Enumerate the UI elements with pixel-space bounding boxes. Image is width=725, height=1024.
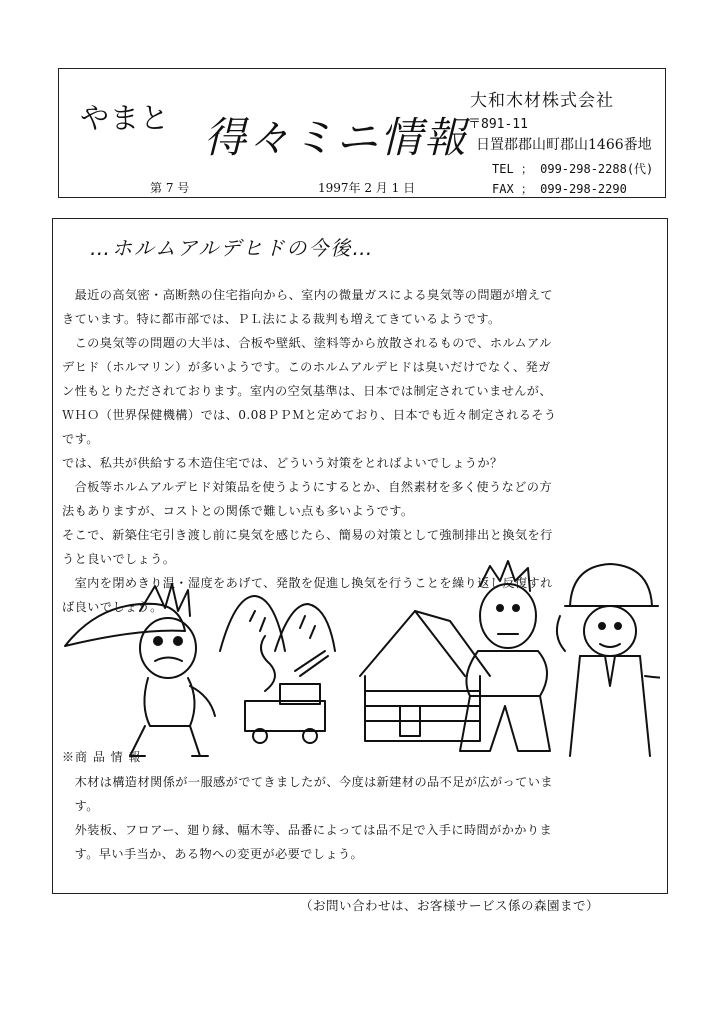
article-line: ＷＨＯ（世界保健機構）では、0.08ＰＰＭと定めており、日本でも近々制定されるそう (62, 408, 557, 422)
article-line: そこで、新築住宅引き渡し前に臭気を感じたら、簡易の対策として強制排出と換気を行 (62, 528, 553, 542)
article-line: 合板等ホルムアルデヒド対策品を使うようにするとか、自然素材を多く使うなどの方 (62, 480, 552, 494)
issue-date: 1997年 2 月 1 日 (318, 181, 416, 195)
worker-character-right (557, 564, 660, 756)
fax: FAX ； 099-298-2290 (492, 182, 627, 196)
issue-number: 第 7 号 (150, 181, 190, 195)
product-info-line: 外装板、フロアー、廻り縁、幅木等、品番によっては品不足で入手に時間がかかりま (62, 823, 553, 837)
newsletter-title: 得々ミニ情報 (204, 113, 469, 162)
article-line: ン性もとりただされております。室内の空気基準は、日本では制定されていませんが、 (62, 384, 552, 398)
log-house-drawing (360, 611, 490, 741)
article-line: ば良いでしょう。 (62, 600, 163, 614)
article-line: うと良いでしょう。 (62, 552, 176, 566)
article-title: …ホルムアルデヒドの今後… (90, 236, 375, 260)
article-line: 室内を閉めきり温・湿度をあげて、発散を促進し換気を行うことを繰り返し反復すれ (62, 576, 553, 590)
product-info-label: ※商 品 情 報 (62, 750, 142, 764)
product-info-line: 木材は構造材関係が一服感がでてきましたが、今度は新建材の品不足が広がっていま (62, 775, 553, 789)
brand-name: やまと (80, 101, 171, 135)
article-line: 法もありますが、コストとの関係で難しい点も多いようです。 (62, 504, 414, 518)
cartoon-illustration (60, 556, 660, 766)
company-name: 大和木材株式会社 (470, 91, 614, 111)
article-line: です。 (62, 432, 99, 446)
smoke-drawing (261, 636, 275, 691)
article-line: この臭気等の問題の大半は、合板や壁紙、塗料等から放散されるもので、ホルムアル (62, 336, 552, 350)
article-line: きています。特に都市部では、ＰＬ法による裁判も増えてきているようです。 (62, 312, 501, 326)
product-info-line: す。 (62, 799, 99, 813)
article-line: では、私共が供給する木造住宅では、どういう対策をとればよいでしょうか？ (62, 456, 503, 470)
truck-drawing (245, 651, 328, 743)
article-line: デヒド（ホルマリン）が多いようです。このホルムアルデヒドは臭いだけでなく、発ガ (62, 360, 551, 374)
contact-note: （お問い合わせは、お客様サービス係の森園まで） (300, 898, 600, 913)
product-info-line: す。早い手当か、ある物への変更が必要でしょう。 (62, 847, 364, 861)
article-line: 最近の高気密・高断熱の住宅指向から、室内の微量ガスによる臭気等の問題が増えて (62, 288, 553, 302)
worker-character-left (65, 584, 215, 756)
address: 日置郡郡山町郡山1466番地 (476, 137, 652, 153)
worker-character-middle (460, 561, 550, 751)
mountains-drawing (220, 596, 335, 651)
telephone: TEL ； 099-298-2288(代) (492, 162, 654, 176)
postal-code: 〒891-11 (468, 117, 528, 132)
